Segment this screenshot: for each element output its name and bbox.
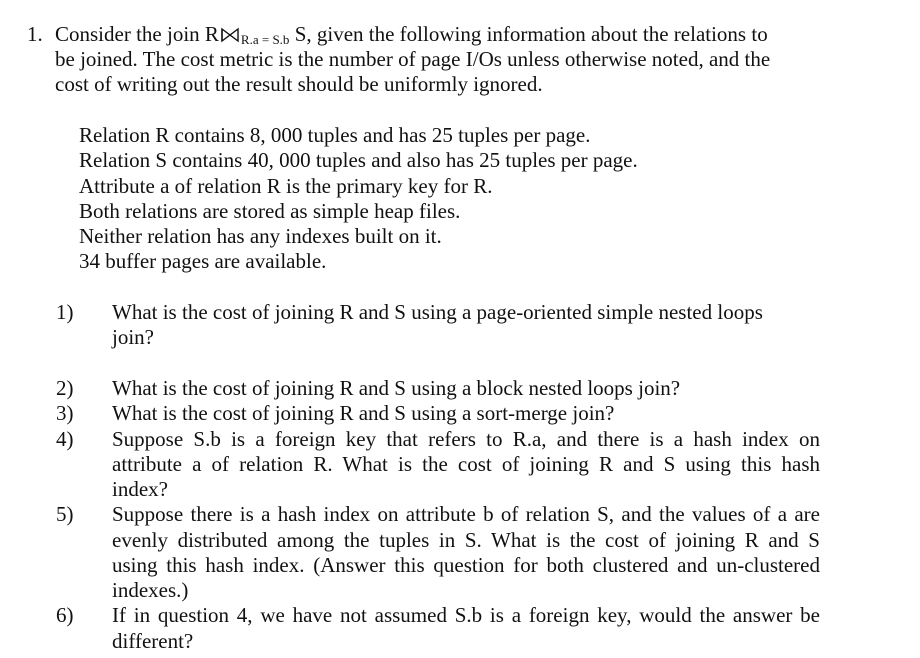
question-number: 3): [56, 401, 74, 425]
intro-prefix: Consider the join R: [55, 22, 219, 46]
question-line: different?: [112, 629, 194, 653]
intro-line-3: cost of writing out the result should be uniformly ignored.: [55, 72, 543, 96]
question-line: using this hash index. (Answer this question for both clustered and un-clustered: [112, 553, 820, 577]
fact-line: Neither relation has any indexes built on it.: [79, 224, 442, 248]
fact-line: Attribute a of relation R is the primary key for R.: [79, 174, 493, 198]
question-line: What is the cost of joining R and S using a block nested loops join?: [112, 376, 681, 400]
intro-line-2: be joined. The cost metric is the number of page I/Os unless otherwise noted, and the: [55, 47, 771, 71]
question-line: indexes.): [112, 578, 189, 602]
fact-line: Relation R contains 8, 000 tuples and has 25 tuples per page.: [79, 123, 591, 147]
question-line: join?: [112, 325, 154, 349]
fact-line: Relation S contains 40, 000 tuples and also has 25 tuples per page.: [79, 148, 638, 172]
join-subscript: R.a = S.b: [240, 32, 290, 47]
fact-line: 34 buffer pages are available.: [79, 249, 327, 273]
question-line: Suppose there is a hash index on attribute b of relation S, and the values of a are: [112, 502, 820, 526]
problem-number: 1.: [27, 22, 43, 46]
question-number: 5): [56, 502, 74, 526]
question-line: evenly distributed among the tuples in S. What is the cost of joining R and S: [112, 528, 820, 552]
join-bowtie-icon: [220, 27, 240, 43]
fact-line: Both relations are stored as simple heap files.: [79, 199, 461, 223]
question-line: If in question 4, we have not assumed S.b is a foreign key, would the answer be: [112, 603, 820, 627]
intro-suffix: S, given the following information about the relations to: [289, 22, 768, 46]
intro-line-1: [55, 24, 768, 45]
question-line: Suppose S.b is a foreign key that refers to R.a, and there is a hash index on: [112, 427, 820, 451]
question-line: What is the cost of joining R and S using a sort-merge join?: [112, 401, 615, 425]
question-number: 1): [56, 300, 74, 324]
question-line: index?: [112, 477, 168, 501]
question-number: 2): [56, 376, 74, 400]
question-number: 6): [56, 603, 74, 627]
question-number: 4): [56, 427, 74, 451]
question-line: What is the cost of joining R and S using a page-oriented simple nested loops: [112, 300, 763, 324]
question-line: attribute a of relation R. What is the cost of joining R and S using this hash: [112, 452, 820, 476]
